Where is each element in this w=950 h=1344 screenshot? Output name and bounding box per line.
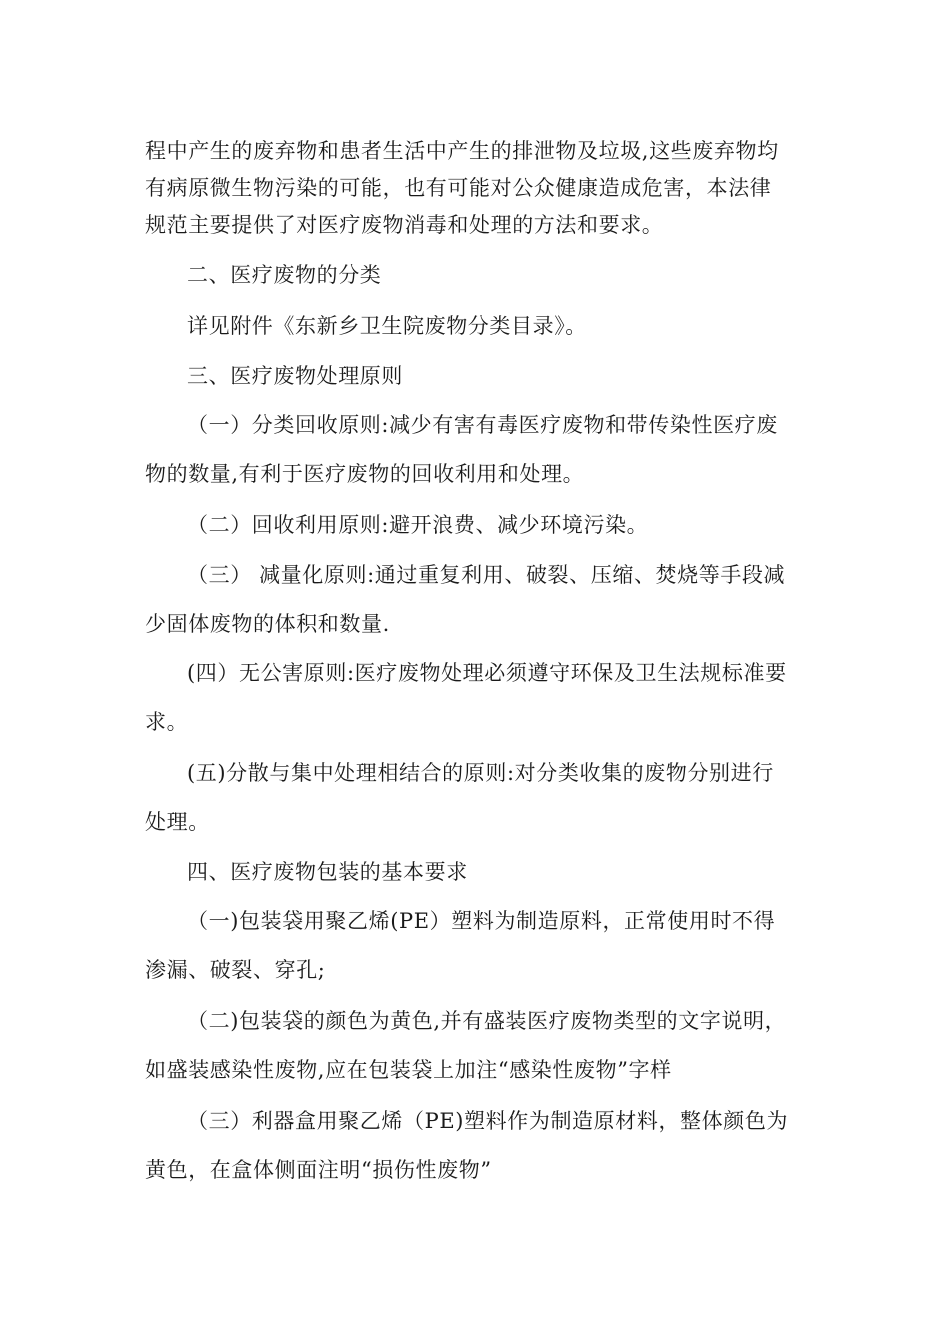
text-line: 如盛装感染性废物,应在包装袋上加注“感染性废物”字样 xyxy=(145,1058,672,1082)
text-line: （一)包装袋用聚乙烯(PE）塑料为制造原料，正常使用时不得 xyxy=(187,909,776,933)
text-line: （二）回收利用原则:避开浪费、减少环境污染。 xyxy=(187,513,649,537)
section-heading: 四、医疗废物包装的基本要求 xyxy=(187,860,468,884)
principle-item-5 xyxy=(145,755,810,841)
classification-body xyxy=(145,308,852,345)
packaging-item-2 xyxy=(145,1003,810,1089)
packaging-item-1 xyxy=(145,903,810,989)
principle-item-3 xyxy=(145,557,810,643)
principle-item-4 xyxy=(145,655,810,741)
text-line: (四）无公害原则:医疗废物处理必须遵守环保及卫生法规标准要 xyxy=(187,661,787,685)
section-heading-classification xyxy=(145,257,852,294)
text-line: （一）分类回收原则:减少有害有毒医疗废物和带传染性医疗废 xyxy=(187,413,778,437)
text-line: 物的数量,有利于医疗废物的回收利用和处理。 xyxy=(145,462,585,486)
text-line: （二)包装袋的颜色为黄色,并有盛装医疗废物类型的文字说明， xyxy=(187,1009,787,1033)
text-line: （三） 减量化原则:通过重复利用、破裂、压缩、焚烧等手段减 xyxy=(187,563,786,587)
section-heading-packaging xyxy=(145,854,852,891)
text-line: 处理。 xyxy=(145,810,210,834)
intro-paragraph xyxy=(145,133,810,244)
principle-item-1 xyxy=(145,407,810,493)
text-line: （三）利器盒用聚乙烯（PE)塑料作为制造原材料，整体颜色为 xyxy=(187,1109,789,1133)
text-line: 渗漏、破裂、穿孔; xyxy=(145,958,326,982)
text-line: 详见附件《东新乡卫生院废物分类目录》。 xyxy=(187,314,587,338)
text-line: 规范主要提供了对医疗废物消毒和处理的方法和要求。 xyxy=(145,213,664,237)
text-line: 求。 xyxy=(145,710,189,734)
text-line: 黄色，在盒体侧面注明“损伤性废物” xyxy=(145,1158,492,1182)
text-line: 有病原微生物污染的可能，也有可能对公众健康造成危害，本法律 xyxy=(145,176,772,200)
text-line: (五)分散与集中处理相结合的原则:对分类收集的废物分别进行 xyxy=(187,761,774,785)
principle-item-2 xyxy=(145,507,852,544)
packaging-item-3 xyxy=(145,1103,810,1189)
text-line: 程中产生的废弃物和患者生活中产生的排泄物及垃圾,这些废弃物均 xyxy=(145,139,779,163)
text-line: 少固体废物的体积和数量. xyxy=(145,612,390,636)
section-heading-principles xyxy=(145,358,852,395)
section-heading: 二、医疗废物的分类 xyxy=(187,263,382,287)
section-heading: 三、医疗废物处理原则 xyxy=(187,364,403,388)
